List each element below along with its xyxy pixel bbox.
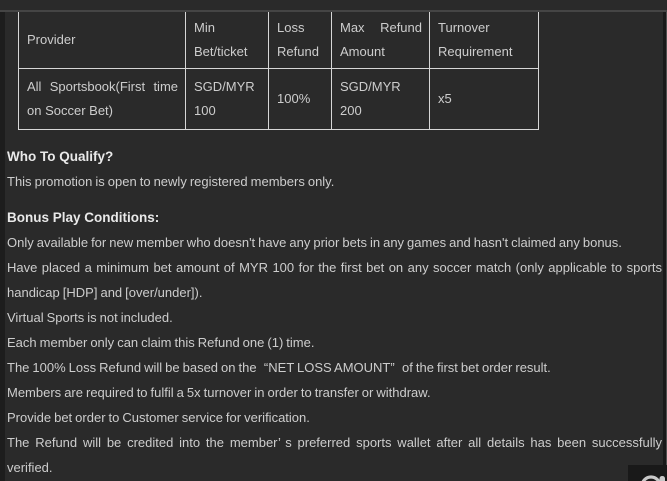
cell-turnover: x5	[430, 69, 539, 130]
left-edge-strip	[0, 10, 5, 481]
table-header-row	[19, 11, 539, 69]
col-header-turnover: Turnover Requirement	[430, 11, 539, 69]
promotion-content	[0, 10, 667, 480]
promo-terms-table	[18, 10, 539, 130]
customer-support-button[interactable]	[628, 465, 667, 481]
condition-item: The Refund will be credited into the member’ s preferred sports wallet after all details has been successfully verified.	[7, 435, 662, 475]
promotion-terms-page	[0, 10, 667, 481]
condition-item: Provide bet order to Customer service for verification.	[7, 410, 310, 425]
col-header-provider: Provider	[19, 11, 186, 69]
condition-item: Members are required to fulfil a 5x turnover in order to transfer or withdraw.	[7, 385, 431, 400]
top-edge-line	[0, 10, 667, 12]
cell-loss-refund: 100%	[269, 69, 332, 130]
condition-item: Have placed a minimum bet amount of MYR 100 for the first bet on any soccer match (only applicable to sports handicap [HDP] and [over/under]).	[7, 260, 662, 300]
cell-min-bet: SGD/MYR 100	[186, 69, 269, 130]
col-header-loss-refund: Loss Refund	[269, 11, 332, 69]
col-header-min-bet: Min Bet/ticket	[186, 11, 269, 69]
cell-provider: All Sportsbook(First time on Soccer Bet)	[19, 69, 186, 130]
table-row	[19, 69, 539, 130]
who-to-qualify-text: This promotion is open to newly registered members only.	[7, 174, 335, 189]
condition-item: Each member only can claim this Refund one (1) time.	[7, 335, 315, 350]
condition-item: Virtual Sports is not included.	[7, 310, 173, 325]
who-to-qualify-heading: Who To Qualify?	[7, 149, 114, 164]
right-scrollbar-track[interactable]	[663, 10, 667, 481]
col-header-max-refund: Max Refund Amount	[332, 11, 430, 69]
condition-item: Only available for new member who doesn't have any prior bets in any games and hasn't claimed any bonus.	[7, 235, 622, 250]
condition-item: The 100% Loss Refund will be based on the “NET LOSS AMOUNT” of the first bet order result.	[7, 360, 551, 375]
bonus-play-conditions-heading: Bonus Play Conditions:	[7, 210, 160, 225]
cell-max-refund: SGD/MYR 200	[332, 69, 430, 130]
